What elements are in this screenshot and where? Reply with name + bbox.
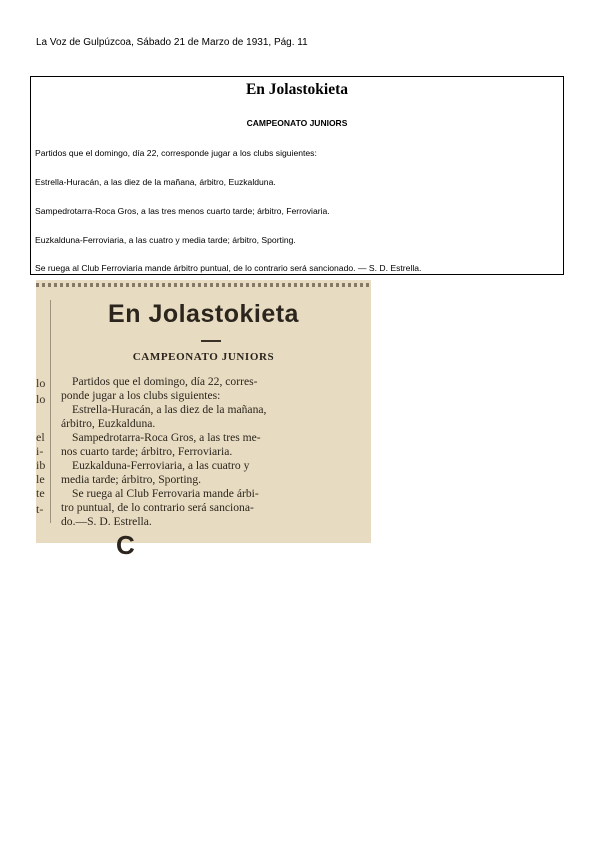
transcript-paragraph: Sampedrotarra-Roca Gros, a las tres menos cuarto tarde; árbitro, Ferroviaria.	[35, 206, 330, 216]
clipping-cut-off-heading: C	[116, 530, 135, 560]
transcript-paragraph: Se ruega al Club Ferroviaria mande árbitro puntual, de lo contrario será sancionado. — S. D. Estrella.	[35, 263, 422, 273]
clipping-column-rule	[50, 300, 51, 523]
clipping-title-rule	[201, 340, 221, 342]
transcript-paragraph: Euzkalduna-Ferroviaria, a las cuatro y media tarde; árbitro, Sporting.	[35, 235, 296, 245]
clipping-subtitle: CAMPEONATO JUNIORS	[132, 351, 275, 363]
transcript-box	[30, 76, 564, 275]
clipping-text-line: nos cuarto tarde; árbitro, Ferroviaria.	[61, 445, 233, 458]
transcript-paragraph: Partidos que el domingo, día 22, corresponde jugar a los clubs siguientes:	[35, 148, 317, 158]
left-column-fragment: el	[36, 430, 45, 444]
clipping-text-line: Partidos que el domingo, día 22, corres-	[72, 375, 258, 388]
source-citation: La Voz de Gulpúzcoa, Sábado 21 de Marzo de 1931, Pág. 11	[36, 37, 308, 48]
clipping-text-line: do.—S. D. Estrella.	[61, 515, 152, 528]
transcript-title: En Jolastokieta	[245, 81, 349, 98]
left-column-fragment: lo	[36, 376, 46, 390]
clipping-text-line: Sampedrotarra-Roca Gros, a las tres me-	[72, 431, 261, 444]
clipping-top-rule	[36, 283, 371, 287]
clipping-text-line: tro puntual, de lo contrario será sanciona-	[61, 501, 254, 514]
clipping-text-line: árbitro, Euzkalduna.	[61, 417, 156, 430]
left-column-fragment: lo	[36, 392, 46, 406]
clipping-text-line: ponde jugar a los clubs siguientes:	[61, 389, 221, 402]
left-column-fragment: i-	[36, 444, 44, 458]
clipping-text-line: Euzkalduna-Ferroviaria, a las cuatro y	[72, 459, 250, 472]
clipping-title: En Jolastokieta	[108, 300, 299, 328]
left-column-fragment: ib	[36, 458, 46, 472]
newspaper-clipping-image	[36, 280, 371, 560]
left-column-fragment: te	[36, 486, 45, 500]
left-column-fragment: le	[36, 472, 45, 486]
clipping-text-line: Estrella-Huracán, a las diez de la mañana,	[72, 403, 267, 416]
transcript-subtitle: CAMPEONATO JUNIORS	[246, 118, 348, 128]
left-column-fragment: t-	[36, 502, 44, 516]
clipping-text-line: media tarde; árbitro, Sporting.	[61, 473, 202, 486]
clipping-text-line: Se ruega al Club Ferrovaria mande árbi-	[72, 487, 259, 500]
transcript-paragraph: Estrella-Huracán, a las diez de la mañana, árbitro, Euzkalduna.	[35, 177, 276, 187]
